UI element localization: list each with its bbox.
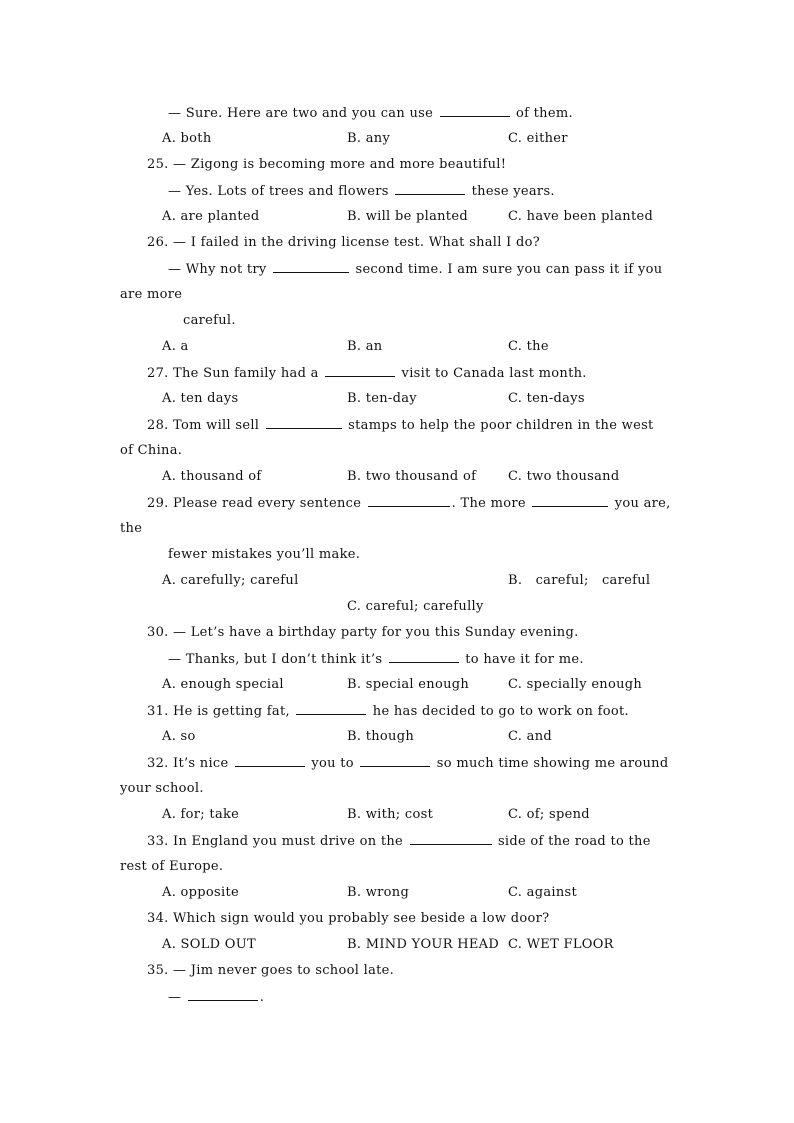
q28-option-c: C. two thousand [508, 469, 620, 484]
q26-reply: — Why not try second time. I am sure you can pass it if you [168, 262, 663, 277]
q33-option-b: B. wrong [347, 885, 410, 900]
q26-option-b: B. an [347, 339, 383, 354]
q25-option-b: B. will be planted [347, 209, 468, 224]
q29-question: 29. Please read every sentence . The more you are, [147, 496, 671, 511]
q32-option-a: A. for; take [162, 807, 240, 822]
q32-option-c: C. of; spend [508, 807, 590, 822]
q29-question-end: fewer mistakes you’ll make. [168, 547, 361, 562]
q31-question: 31. He is getting fat, he has decided to go to work on foot. [147, 704, 629, 719]
answer-blank [389, 650, 459, 663]
q28-option-b: B. two thousand of [347, 469, 477, 484]
q24-option-c: C. either [508, 131, 568, 146]
q34-option-b: B. MIND YOUR HEAD [347, 937, 500, 952]
q30-option-a: A. enough special [162, 677, 284, 692]
q24-option-a: A. both [162, 131, 212, 146]
q33-option-c: C. against [508, 885, 577, 900]
answer-blank [273, 260, 349, 273]
q28-question-wrap: of China. [120, 443, 183, 458]
q24-reply: — Sure. Here are two and you can use of them. [168, 106, 573, 121]
q34-option-c: C. WET FLOOR [508, 937, 614, 952]
answer-blank [325, 364, 395, 377]
q27-question: 27. The Sun family had a visit to Canada last month. [147, 366, 587, 381]
q25-option-c: C. have been planted [508, 209, 654, 224]
q26-option-a: A. a [162, 339, 189, 354]
q29-question-wrap: the [120, 521, 143, 536]
q26-question: 26. — I failed in the driving license test. What shall I do? [147, 235, 541, 250]
q30-question: 30. — Let’s have a birthday party for you this Sunday evening. [147, 625, 579, 640]
q35-reply: — . [168, 990, 265, 1005]
answer-blank [410, 832, 492, 845]
q25-question: 25. — Zigong is becoming more and more beautiful! [147, 157, 507, 172]
q29-option-b: B. careful; careful [508, 573, 651, 588]
answer-blank [532, 494, 608, 507]
q31-option-a: A. so [162, 729, 196, 744]
q26-reply-wrap: are more [120, 287, 183, 302]
answer-blank [395, 182, 465, 195]
q29-option-c: C. careful; carefully [347, 599, 484, 614]
q28-option-a: A. thousand of [162, 469, 262, 484]
q32-question-wrap: your school. [120, 781, 204, 796]
q28-question: 28. Tom will sell stamps to help the poor children in the west [147, 418, 654, 433]
answer-blank [266, 416, 342, 429]
q25-reply: — Yes. Lots of trees and flowers these years. [168, 184, 555, 199]
q34-option-a: A. SOLD OUT [162, 937, 256, 952]
q32-question: 32. It’s nice you to so much time showing me around [147, 756, 669, 771]
q27-option-b: B. ten-day [347, 391, 417, 406]
q30-option-c: C. specially enough [508, 677, 643, 692]
q34-question: 34. Which sign would you probably see beside a low door? [147, 911, 550, 926]
answer-blank [440, 104, 510, 117]
answer-blank [188, 988, 258, 1001]
q27-option-c: C. ten-days [508, 391, 585, 406]
q32-option-b: B. with; cost [347, 807, 434, 822]
answer-blank [360, 754, 430, 767]
q31-option-b: B. though [347, 729, 415, 744]
q31-option-c: C. and [508, 729, 552, 744]
q33-question: 33. In England you must drive on the side of the road to the [147, 834, 651, 849]
q26-reply-end: careful. [183, 313, 236, 328]
answer-blank [235, 754, 305, 767]
q26-option-c: C. the [508, 339, 549, 354]
q33-option-a: A. opposite [162, 885, 239, 900]
q30-option-b: B. special enough [347, 677, 470, 692]
q24-option-b: B. any [347, 131, 391, 146]
q27-option-a: A. ten days [162, 391, 239, 406]
q30-reply: — Thanks, but I don’t think it’s to have it for me. [168, 652, 584, 667]
q33-question-wrap: rest of Europe. [120, 859, 224, 874]
answer-blank [368, 494, 450, 507]
q35-question: 35. — Jim never goes to school late. [147, 963, 395, 978]
q29-option-a: A. carefully; careful [162, 573, 299, 588]
q25-option-a: A. are planted [162, 209, 260, 224]
answer-blank [296, 702, 366, 715]
